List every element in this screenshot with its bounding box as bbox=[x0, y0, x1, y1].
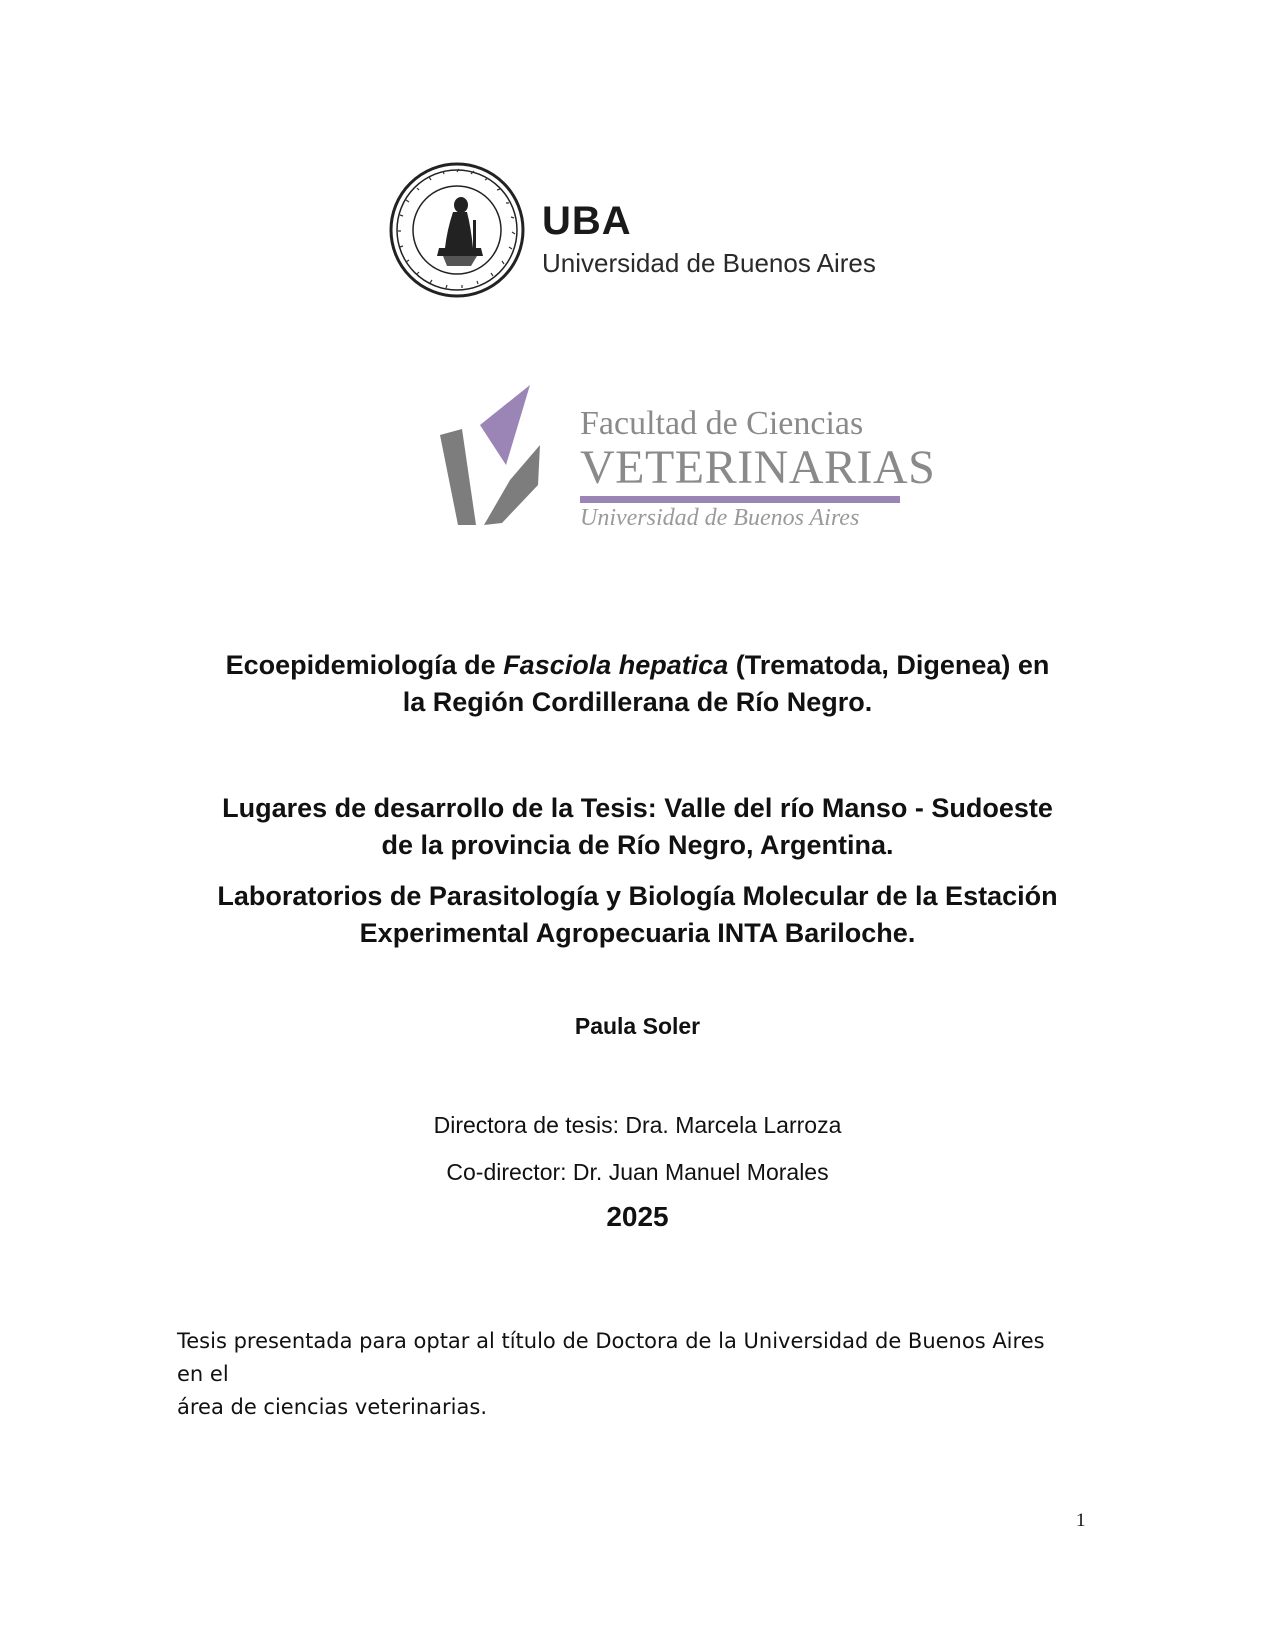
fcv-line-2: VETERINARIAS bbox=[580, 441, 936, 494]
title-part-2: (Trematoda, Digenea) en bbox=[728, 650, 1050, 680]
title-species: Fasciola hepatica bbox=[503, 650, 729, 680]
thesis-places bbox=[150, 790, 1125, 864]
note-line-2: área de ciencias veterinarias. bbox=[177, 1395, 488, 1419]
fcv-divider bbox=[580, 496, 900, 503]
uba-wordmark bbox=[542, 200, 876, 278]
thesis-title bbox=[150, 647, 1125, 721]
director-line: Directora de tesis: Dra. Marcela Larroza bbox=[433, 1112, 842, 1138]
fcv-line-1: Facultad de Ciencias bbox=[580, 405, 864, 442]
uba-abbreviation: UBA bbox=[542, 199, 632, 243]
places-line-4: Experimental Agropecuaria INTA Bariloche. bbox=[359, 918, 916, 948]
uba-seal-icon bbox=[387, 160, 527, 300]
thesis-labs bbox=[150, 878, 1125, 952]
fcv-logo bbox=[440, 385, 936, 531]
places-line-1: Lugares de desarrollo de la Tesis: Valle del río Manso - Sudoeste bbox=[222, 793, 1053, 823]
page-number: 1 bbox=[1076, 1510, 1086, 1531]
title-line-1 bbox=[150, 647, 1125, 684]
author-name: Paula Soler bbox=[574, 1013, 701, 1039]
uba-full-name: Universidad de Buenos Aires bbox=[542, 248, 876, 278]
fcv-wordmark bbox=[580, 405, 936, 533]
places-line-2: de la provincia de Río Negro, Argentina. bbox=[381, 830, 894, 860]
thesis-year: 2025 bbox=[606, 1201, 669, 1232]
title-part-1: Ecoepidemiología de bbox=[225, 650, 504, 680]
codirector-line: Co-director: Dr. Juan Manuel Morales bbox=[446, 1159, 829, 1185]
fcv-mark-icon bbox=[440, 385, 550, 525]
fcv-line-3: Universidad de Buenos Aires bbox=[580, 505, 860, 531]
thesis-note bbox=[177, 1325, 1077, 1424]
title-line-2: la Región Cordillerana de Río Negro. bbox=[402, 687, 873, 717]
places-line-3: Laboratorios de Parasitología y Biología Molecular de la Estación bbox=[217, 881, 1058, 911]
note-line-1: Tesis presentada para optar al título de Doctora de la Universidad de Buenos Aires en el bbox=[177, 1329, 1045, 1386]
uba-logo bbox=[387, 160, 887, 310]
